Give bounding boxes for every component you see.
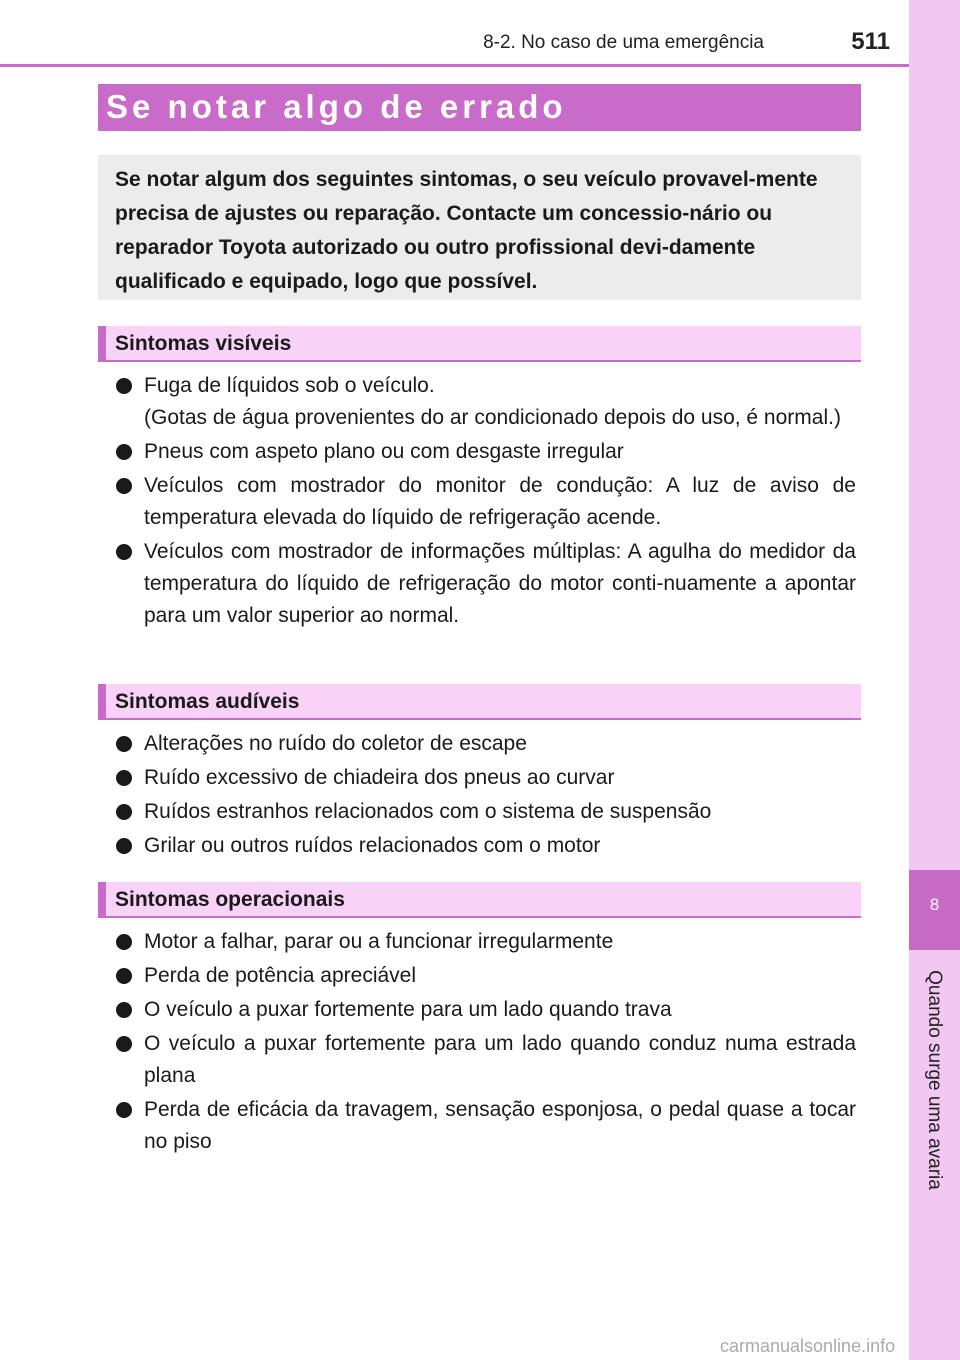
chapter-number: 8 bbox=[929, 895, 940, 914]
bullet-icon bbox=[116, 1036, 132, 1052]
list-item bbox=[116, 370, 856, 434]
list-item-text: Veículos com mostrador de informações múltiplas: A agulha do medidor da temperatura do líquido de refrigeração do motor conti-nuamente a apontar para um valor superior ao normal. bbox=[144, 540, 856, 627]
watermark: carmanualsonline.info bbox=[720, 1336, 896, 1356]
visible-symptoms-list bbox=[116, 370, 856, 634]
list-item bbox=[116, 994, 856, 1026]
bullet-icon bbox=[116, 478, 132, 494]
bullet-icon bbox=[116, 736, 132, 752]
bullet-icon bbox=[116, 934, 132, 950]
list-item bbox=[116, 536, 856, 632]
list-item-text: Grilar ou outros ruídos relacionados com o motor bbox=[144, 834, 601, 857]
list-item bbox=[116, 470, 856, 534]
subhead-text: Sintomas operacionais bbox=[115, 888, 345, 911]
operational-symptoms-list bbox=[116, 926, 856, 1160]
list-item-note: (Gotas de água provenientes do ar condicionado depois do uso, é normal.) bbox=[144, 406, 841, 429]
audible-symptoms-list bbox=[116, 728, 856, 864]
list-item-text: Veículos com mostrador do monitor de condução: A luz de aviso de temperatura elevada do líquido de refrigeração acende. bbox=[144, 474, 856, 529]
subhead-text: Sintomas visíveis bbox=[115, 332, 292, 355]
list-item bbox=[116, 1028, 856, 1092]
page-number: 511 bbox=[851, 28, 890, 55]
list-item bbox=[116, 762, 856, 794]
list-item-text: Perda de eficácia da travagem, sensação esponjosa, o pedal quase a tocar no piso bbox=[144, 1098, 856, 1153]
list-item-text: Pneus com aspeto plano ou com desgaste irregular bbox=[144, 440, 624, 463]
list-item-text: Perda de potência apreciável bbox=[144, 964, 417, 987]
bullet-icon bbox=[116, 838, 132, 854]
list-item-text: Fuga de líquidos sob o veículo. bbox=[144, 374, 435, 397]
subhead-audible-symptoms bbox=[98, 684, 861, 720]
list-item-text: Motor a falhar, parar ou a funcionar irregularmente bbox=[144, 930, 614, 953]
list-item bbox=[116, 728, 856, 760]
section-label: 8-2. No caso de uma emergência bbox=[483, 32, 764, 53]
list-item bbox=[116, 1094, 856, 1158]
list-item bbox=[116, 926, 856, 958]
bullet-icon bbox=[116, 1002, 132, 1018]
list-item bbox=[116, 796, 856, 828]
bullet-icon bbox=[116, 968, 132, 984]
list-item bbox=[116, 436, 856, 468]
list-item-text: Alterações no ruído do coletor de escape bbox=[144, 732, 527, 755]
chapter-title: Quando surge uma avaria bbox=[924, 970, 945, 1190]
intro-box bbox=[98, 155, 861, 300]
header-rule bbox=[0, 64, 910, 67]
list-item-text: Ruído excessivo de chiadeira dos pneus ao curvar bbox=[144, 766, 615, 789]
subhead-operational-symptoms bbox=[98, 882, 861, 918]
bullet-icon bbox=[116, 544, 132, 560]
bullet-icon bbox=[116, 770, 132, 786]
bullet-icon bbox=[116, 378, 132, 394]
title-bar bbox=[98, 84, 861, 131]
bullet-icon bbox=[116, 1102, 132, 1118]
subhead-text: Sintomas audíveis bbox=[115, 690, 300, 713]
intro-text: Se notar algum dos seguintes sintomas, o seu veículo provavel-mente precisa de ajustes ou reparação. Contacte um concessio-nário ou reparador Toyota autorizado ou outro profissional devi-damente qualificado e equipado, logo que possível. bbox=[115, 168, 818, 293]
list-item-text: O veículo a puxar fortemente para um lado quando conduz numa estrada plana bbox=[144, 1032, 856, 1087]
bullet-icon bbox=[116, 804, 132, 820]
page-title: Se notar algo de errado bbox=[106, 88, 567, 125]
list-item-text: O veículo a puxar fortemente para um lado quando trava bbox=[144, 998, 672, 1021]
bullet-icon bbox=[116, 444, 132, 460]
page-header bbox=[0, 28, 960, 58]
list-item-text: Ruídos estranhos relacionados com o sistema de suspensão bbox=[144, 800, 712, 823]
list-item bbox=[116, 830, 856, 862]
subhead-visible-symptoms bbox=[98, 326, 861, 362]
list-item bbox=[116, 960, 856, 992]
